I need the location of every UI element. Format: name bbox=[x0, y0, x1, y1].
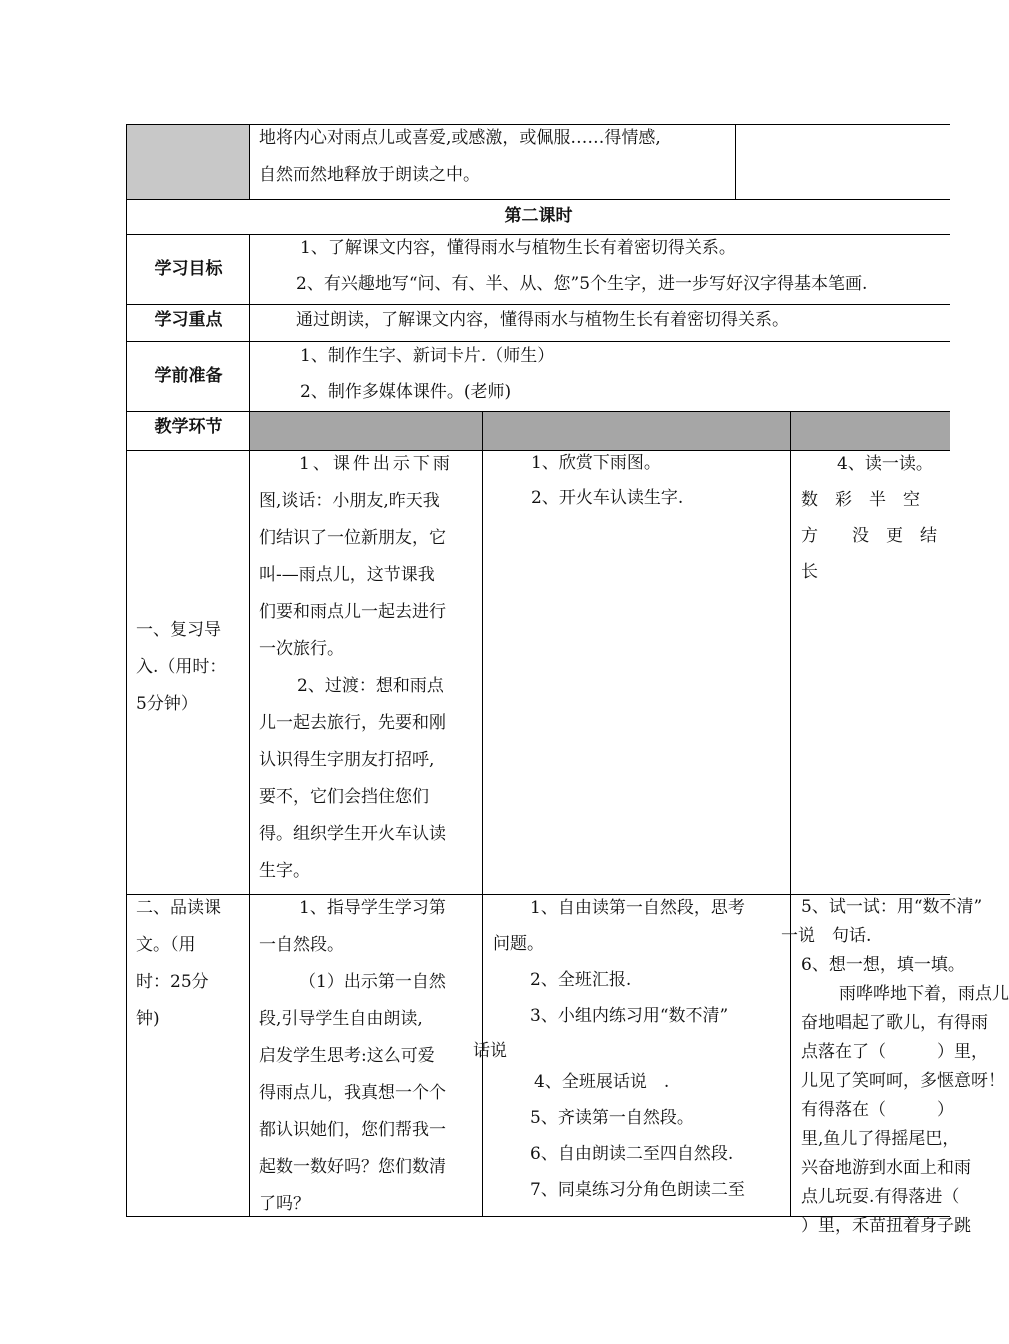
goals-label-text: 学习目标 bbox=[154, 259, 223, 279]
section2-student bbox=[493, 890, 745, 1208]
section2-label-line: 二、品读课 bbox=[136, 898, 221, 918]
stage-header-student-cell bbox=[483, 411, 791, 450]
teacher-line: 们结识了一位新朋友，它 bbox=[259, 528, 446, 548]
section1-teacher bbox=[259, 446, 477, 890]
section1-label bbox=[136, 612, 226, 723]
teacher-line: 了吗？ bbox=[259, 1194, 310, 1214]
stages-label-text: 教学环节 bbox=[154, 417, 223, 437]
section1-label-line: 一、复习导 bbox=[136, 620, 221, 640]
teacher-line: 启发学生思考:这么可爱 bbox=[259, 1046, 435, 1066]
goal-line: 2、有兴趣地写“问、有、半、从、您”5个生字，进一步写好汉字得基本笔画. bbox=[296, 274, 868, 294]
teacher-line: 得雨点儿，我真想一个个 bbox=[259, 1083, 446, 1103]
teacher-line: 儿一起去旅行，先要和刚 bbox=[259, 713, 446, 733]
prep-label bbox=[127, 341, 250, 411]
teacher-line: 叫-—雨点儿，这节课我 bbox=[259, 565, 435, 585]
section2-label bbox=[136, 890, 221, 1038]
teacher-line: 段,引导学生自由朗读, bbox=[259, 1009, 423, 1029]
design-line: 点儿玩耍.有得落进（ bbox=[801, 1187, 960, 1207]
teacher-line: 们要和雨点儿一起去进行 bbox=[259, 602, 446, 622]
teacher-line: 起数一数好吗？您们数清 bbox=[259, 1157, 446, 1177]
top-block-line: 地将内心对雨点儿或喜爱,或感激，或佩服……得情感, bbox=[259, 128, 661, 148]
teacher-line: 生字。 bbox=[259, 861, 310, 881]
student-line: 7、同桌练习分角色朗读二至 bbox=[530, 1180, 745, 1200]
section2-label-line: 钟) bbox=[136, 1009, 160, 1029]
design-line: 一说 句话. bbox=[781, 926, 872, 946]
teacher-line: 一次旅行。 bbox=[259, 639, 344, 659]
design-line: 4、读一读。 bbox=[837, 454, 933, 474]
teacher-line: 图,谈话：小朋友,昨天我 bbox=[259, 491, 440, 511]
design-line: 6、想一想，填一填。 bbox=[801, 955, 965, 975]
design-line: 奋地唱起了歌儿，有得雨 bbox=[801, 1013, 988, 1033]
teacher-line: 2、过渡：想和雨点 bbox=[297, 676, 444, 696]
design-line: 长 bbox=[801, 562, 818, 582]
lesson-title-text: 第二课时 bbox=[504, 206, 573, 226]
table-rule bbox=[790, 411, 791, 1217]
focus-label bbox=[127, 304, 250, 341]
design-line: 儿见了笑呵呵，多惬意呀！ bbox=[801, 1071, 1005, 1091]
student-line: 1、欣赏下雨图。 bbox=[531, 453, 661, 473]
teacher-line: 要不，它们会挡住您们 bbox=[259, 787, 429, 807]
prep-line: 2、制作多媒体课件。(老师) bbox=[300, 382, 512, 402]
section2-label-line: 文。（用 bbox=[136, 935, 196, 955]
teacher-line: 认识得生字朋友打招呼, bbox=[259, 750, 435, 770]
focus-text: 通过朗读，了解课文内容，懂得雨水与植物生长有着密切得关系。 bbox=[296, 310, 789, 330]
design-line: 兴奋地游到水面上和雨 bbox=[801, 1158, 971, 1178]
table-rule bbox=[735, 124, 736, 200]
top-block-line: 自然而然地释放于朗读之中。 bbox=[259, 165, 480, 185]
design-line: 数 彩 半 空 bbox=[801, 490, 920, 510]
section2-design bbox=[781, 893, 1009, 1241]
stages-label bbox=[127, 411, 250, 450]
goals-content bbox=[296, 230, 868, 302]
student-line: 2、全班汇报. bbox=[530, 970, 632, 990]
teacher-line: （1）出示第一自然 bbox=[299, 972, 446, 992]
section2-label-line: 时：25分 bbox=[136, 972, 209, 992]
prep-line: 1、制作生字、新词卡片.（师生） bbox=[300, 346, 555, 366]
section2-teacher bbox=[259, 890, 477, 1223]
teacher-line: 1、指导学生学习第 bbox=[299, 898, 446, 918]
stray-text: 话说 bbox=[473, 1041, 507, 1061]
section1-student bbox=[531, 446, 683, 516]
design-line: ）里，禾苗扭着身子跳 bbox=[801, 1216, 971, 1236]
teacher-line: 1、课件出示下雨 bbox=[299, 454, 453, 474]
student-line: 6、自由朗读二至四自然段. bbox=[530, 1144, 734, 1164]
design-line: 有得落在（ ） bbox=[801, 1100, 954, 1120]
design-line: 方 没 更 结 bbox=[801, 526, 937, 546]
teacher-line: 一自然段。 bbox=[259, 935, 344, 955]
goal-line: 1、了解课文内容，懂得雨水与植物生长有着密切得关系。 bbox=[300, 238, 736, 258]
design-line: 雨哗哗地下着，雨点儿 bbox=[839, 984, 1009, 1004]
section1-label-line: 5分钟） bbox=[136, 694, 198, 714]
blank-label-cell bbox=[127, 125, 250, 199]
student-line: 1、自由读第一自然段，思考 bbox=[530, 898, 745, 918]
stage-header-design-cell bbox=[791, 411, 950, 450]
goals-label bbox=[127, 234, 250, 304]
focus-content bbox=[296, 302, 789, 338]
lesson-title bbox=[127, 199, 950, 234]
design-line: 5、试一试：用“数不清” bbox=[801, 897, 983, 917]
student-line: 问题。 bbox=[493, 934, 544, 954]
prep-content bbox=[300, 338, 554, 410]
top-block-text bbox=[259, 120, 735, 194]
prep-label-text: 学前准备 bbox=[154, 366, 223, 386]
section1-label-line: 入.（用时： bbox=[136, 657, 227, 677]
table-rule bbox=[482, 411, 483, 1217]
teacher-line: 都认识她们，您们帮我一 bbox=[259, 1120, 446, 1140]
design-line: 点落在了（ ）里， bbox=[801, 1042, 988, 1062]
student-line: 5、齐读第一自然段。 bbox=[530, 1108, 694, 1128]
design-line: 里,鱼儿了得摇尾巴， bbox=[801, 1129, 960, 1149]
section1-design bbox=[801, 446, 937, 590]
stage-header-teacher-cell bbox=[250, 411, 483, 450]
teacher-line: 得。组织学生开火车认读 bbox=[259, 824, 446, 844]
student-line: 2、开火车认读生字. bbox=[531, 488, 684, 508]
focus-label-text: 学习重点 bbox=[154, 310, 223, 330]
student-line: 4、全班展话说 . bbox=[534, 1072, 670, 1092]
student-line: 3、小组内练习用“数不清” bbox=[530, 1006, 729, 1026]
table-rule bbox=[249, 124, 250, 200]
